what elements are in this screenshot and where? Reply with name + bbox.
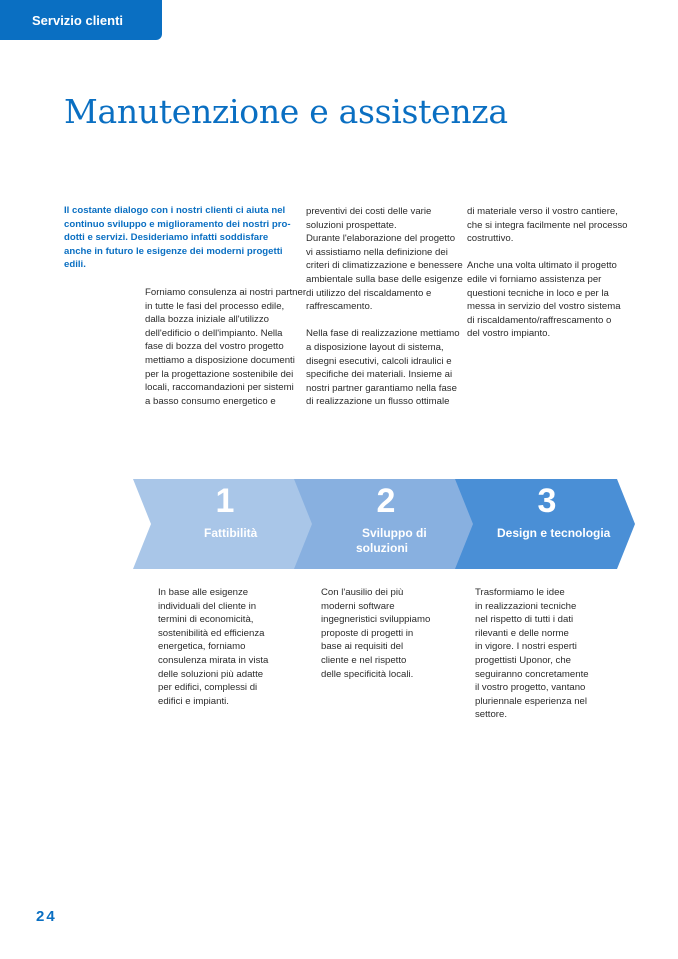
body-column-2 (306, 205, 463, 409)
lead-line: continuo sviluppo e miglioramento dei nostri pro- (64, 218, 291, 230)
body-column-1 (145, 286, 306, 408)
body-column-3 (467, 205, 628, 341)
desc-line: sostenibilità ed efficienza (158, 627, 265, 639)
body-line: Durante l'elaborazione del progetto (306, 233, 456, 245)
desc-line: pluriennale esperienza nel (475, 695, 588, 707)
body-line: costruttivo. (467, 233, 514, 245)
desc-line: settore. (475, 709, 507, 721)
desc-line: delle specificità locali. (321, 668, 414, 680)
body-line: disegni esecutivi, calcoli idraulici e (306, 355, 452, 367)
body-line: di riscaldamento/raffrescamento o (467, 314, 612, 326)
desc-line: moderni software (321, 600, 395, 612)
body-line: mettiamo a disposizione documenti (145, 354, 295, 366)
desc-line: in realizzazioni tecniche (475, 600, 577, 612)
body-line: in tutte le fasi del processo edile, (145, 300, 285, 312)
desc-line: cliente e nel rispetto (321, 654, 407, 666)
body-line: che si integra facilmente nel processo (467, 219, 628, 231)
body-line: soluzioni prospettate. (306, 219, 397, 231)
step-3-label (497, 526, 610, 541)
step-3-description (475, 586, 589, 722)
desc-line: In base alle esigenze (158, 587, 249, 598)
step-label-line: Fattibilità (204, 526, 258, 540)
desc-line: in vigore. I nostri esperti (475, 641, 577, 653)
desc-line: individuali del cliente in (158, 600, 257, 612)
desc-line: per edifici, complessi di (158, 682, 258, 694)
desc-line: energetica, forniamo (158, 641, 246, 653)
body-line: locali, raccomandazioni per sistemi (145, 382, 294, 394)
process-steps (0, 476, 678, 572)
lead-line: anche in futuro le esigenze dei moderni progetti (64, 245, 283, 257)
body-line: Forniamo consulenza ai nostri partner (145, 287, 307, 298)
desc-line: il vostro progetto, vantano (475, 682, 586, 694)
body-line: a disposizione layout di sistema, (306, 341, 444, 353)
body-line: per la progettazione sostenibile dei (145, 368, 294, 380)
page-number: 24 (36, 908, 57, 925)
body-line: preventivi dei costi delle varie (306, 206, 432, 217)
body-line: raffrescamento. (306, 301, 373, 313)
step-3-number: 3 (537, 482, 557, 520)
desc-line: delle soluzioni più adatte (158, 668, 264, 680)
step-label-line: Sviluppo di (362, 526, 427, 540)
desc-line: consulenza mirata in vista (158, 654, 269, 666)
body-line: ambientale sulla base delle esigenze (306, 273, 463, 285)
lead-line: Il costante dialogo con i nostri clienti ci aiuta nel (64, 205, 286, 216)
body-line: di materiale verso il vostro cantiere, (467, 206, 618, 217)
body-line: Anche una volta ultimato il progetto (467, 260, 617, 272)
body-line: di realizzazione un flusso ottimale (306, 396, 450, 408)
lead-line: dotti e servizi. Desideriamo infatti soddisfare (64, 232, 269, 244)
step-label-line: Design e tecnologia (497, 526, 611, 540)
body-line: specifiche dei materiali. Insieme ai (306, 369, 453, 381)
step-2-description (321, 586, 430, 681)
section-tab: Servizio clienti (0, 0, 162, 40)
step-1-label (204, 526, 257, 541)
lead-paragraph (64, 204, 290, 272)
body-line: questioni tecniche in loco e per la (467, 287, 609, 299)
body-line: a basso consumo energetico e (145, 395, 276, 407)
body-line: criteri di climatizzazione e benessere (306, 260, 463, 272)
body-line: messa in servizio del vostro sistema (467, 301, 621, 313)
body-line: nostri partner garantiamo nella fase (306, 382, 457, 394)
desc-line: edifici e impianti. (158, 695, 229, 707)
desc-line: seguiranno concretamente (475, 668, 589, 680)
body-line: dalla bozza iniziale all'utilizzo (145, 314, 269, 326)
desc-line: Trasformiamo le idee (475, 587, 565, 598)
desc-line: rilevanti e delle norme (475, 627, 569, 639)
desc-line: Con l'ausilio dei più (321, 587, 404, 598)
desc-line: progettisti Uponor, che (475, 654, 571, 666)
step-1-number: 1 (215, 482, 235, 520)
desc-line: proposte di progetti in (321, 627, 414, 639)
page-title: Manutenzione e assistenza (64, 92, 508, 131)
body-line: del vostro impianto. (467, 328, 551, 340)
process-arrows (0, 476, 678, 572)
body-line: dell'edificio o dell'impianto. Nella (145, 327, 283, 339)
body-line: edile vi forniamo assistenza per (467, 273, 602, 285)
lead-line: edili. (64, 259, 86, 271)
step-2-number: 2 (376, 482, 396, 520)
desc-line: nel rispetto di tutti i dati (475, 614, 574, 626)
desc-line: base ai requisiti del (321, 641, 404, 653)
step-1-description (158, 586, 268, 708)
step-label-line: soluzioni (356, 541, 408, 555)
step-2-label (356, 526, 427, 556)
desc-line: ingegneristici sviluppiamo (321, 614, 431, 626)
body-line: di utilizzo del riscaldamento e (306, 287, 432, 299)
desc-line: termini di economicità, (158, 614, 254, 626)
body-line: Nella fase di realizzazione mettiamo (306, 328, 460, 340)
body-line: fase di bozza del vostro progetto (145, 341, 284, 353)
body-line: vi assistiamo nella definizione dei (306, 246, 448, 258)
